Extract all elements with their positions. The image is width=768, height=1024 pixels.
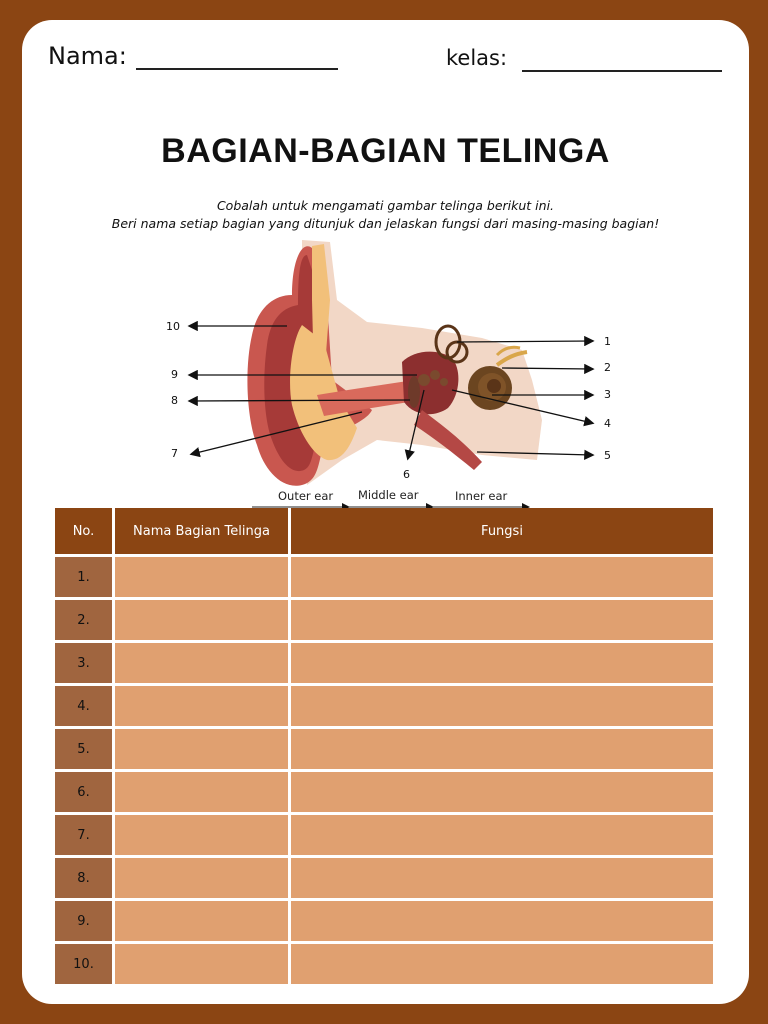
table-row xyxy=(55,686,713,726)
table-row xyxy=(55,600,713,640)
incus-shape xyxy=(430,370,440,380)
row-number: 7. xyxy=(55,815,112,855)
zone-label-outer-ear: Outer ear xyxy=(278,489,334,503)
table-header-row xyxy=(55,508,713,554)
diagram-number-9: 9 xyxy=(171,368,178,381)
part-name-cell[interactable] xyxy=(115,557,288,597)
diagram-number-7: 7 xyxy=(171,447,178,460)
header-part-name: Nama Bagian Telinga xyxy=(115,508,288,554)
part-name-cell[interactable] xyxy=(115,901,288,941)
part-name-cell[interactable] xyxy=(115,686,288,726)
function-cell[interactable] xyxy=(291,643,713,683)
row-number: 9. xyxy=(55,901,112,941)
stapes-shape xyxy=(440,378,448,386)
diagram-number-10: 10 xyxy=(166,320,180,333)
zone-label-middle-ear: Middle ear xyxy=(358,488,419,502)
diagram-number-8: 8 xyxy=(171,394,178,407)
table-row xyxy=(55,643,713,683)
part-name-cell[interactable] xyxy=(115,600,288,640)
diagram-number-5: 5 xyxy=(604,449,611,462)
diagram-number-2: 2 xyxy=(604,361,611,374)
function-cell[interactable] xyxy=(291,858,713,898)
part-name-cell[interactable] xyxy=(115,729,288,769)
instruction-line-1: Cobalah untuk mengamati gambar telinga berikut ini. xyxy=(216,198,555,213)
header-function: Fungsi xyxy=(291,508,713,554)
instruction-line-2: Beri nama setiap bagian yang ditunjuk dan jelaskan fungsi dari masing-masing bagian! xyxy=(111,216,660,231)
diagram-number-6: 6 xyxy=(403,468,410,481)
function-cell[interactable] xyxy=(291,557,713,597)
table-row xyxy=(55,901,713,941)
function-cell[interactable] xyxy=(291,686,713,726)
table-row xyxy=(55,772,713,812)
table-row xyxy=(55,729,713,769)
name-field[interactable] xyxy=(136,68,338,70)
row-number: 5. xyxy=(55,729,112,769)
function-cell[interactable] xyxy=(291,815,713,855)
part-name-cell[interactable] xyxy=(115,815,288,855)
table-row xyxy=(55,815,713,855)
part-name-cell[interactable] xyxy=(115,772,288,812)
diagram-number-4: 4 xyxy=(604,417,611,430)
row-number: 10. xyxy=(55,944,112,984)
part-name-cell[interactable] xyxy=(115,944,288,984)
class-field[interactable] xyxy=(522,70,722,72)
diagram-number-1: 1 xyxy=(604,335,611,348)
zone-label-inner-ear: Inner ear xyxy=(455,489,508,503)
diagram-number-3: 3 xyxy=(604,388,611,401)
cochlea-shape xyxy=(487,379,501,393)
function-cell[interactable] xyxy=(291,901,713,941)
row-number: 4. xyxy=(55,686,112,726)
table-row xyxy=(55,944,713,984)
row-number: 1. xyxy=(55,557,112,597)
row-number: 3. xyxy=(55,643,112,683)
row-number: 6. xyxy=(55,772,112,812)
table-row xyxy=(55,557,713,597)
table-body xyxy=(55,557,713,984)
function-cell[interactable] xyxy=(291,729,713,769)
table-row xyxy=(55,858,713,898)
class-label: kelas: xyxy=(446,46,508,70)
page-title: BAGIAN-BAGIAN TELINGA xyxy=(161,132,610,170)
function-cell[interactable] xyxy=(291,944,713,984)
function-cell[interactable] xyxy=(291,772,713,812)
part-name-cell[interactable] xyxy=(115,858,288,898)
header-no: No. xyxy=(55,508,112,554)
row-number: 2. xyxy=(55,600,112,640)
part-name-cell[interactable] xyxy=(115,643,288,683)
malleus-shape xyxy=(418,374,430,386)
name-label: Nama: xyxy=(48,42,127,70)
row-number: 8. xyxy=(55,858,112,898)
ear-diagram xyxy=(152,230,632,515)
answer-table xyxy=(52,505,716,987)
function-cell[interactable] xyxy=(291,600,713,640)
